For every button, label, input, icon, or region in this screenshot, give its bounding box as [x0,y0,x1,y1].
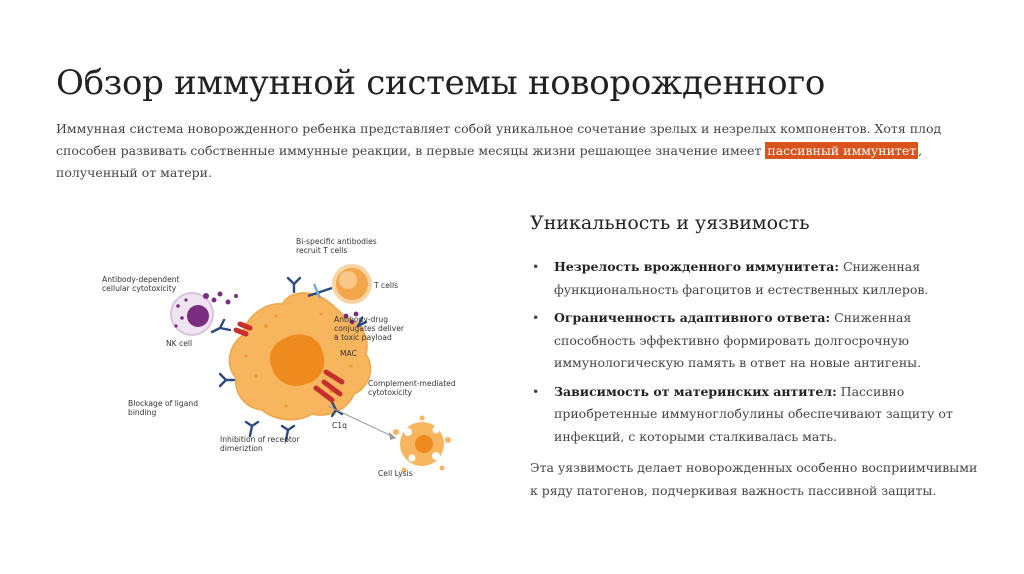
label-adc: Antibody-drug conjugates deliver a toxic payload [334,315,405,342]
label-bispecific: Bi-specific antibodies recruit T cells [296,237,377,255]
bullet-marker: • [532,383,540,399]
label-blockage: Blockage of ligand binding [128,399,199,417]
intro-text-after: , полученный от матери. [56,143,923,180]
highlighted-term: пассивный иммунитет [767,143,917,158]
figure-illustration [96,226,476,496]
list-item-heading: Ограниченность адаптивного ответа: [554,310,831,325]
label-complement: Complement-mediated cytotoxicity [368,379,456,397]
label-nk-cell: NK cell [166,339,193,348]
list-item [530,307,970,375]
list-item-heading: Незрелость врожденного иммунитета: [554,259,839,274]
page-title: Обзор иммунной системы новорожденного [56,62,826,103]
label-inhibition: Inhibition of receptor dimeriztion [220,435,300,453]
immune-mechanisms-figure [96,226,476,496]
list-item [530,381,970,449]
label-cell-lysis: Cell Lysis [378,469,413,478]
list-item-heading: Зависимость от материнских антител: [554,383,837,399]
list-item-text: Сниженная функциональность фагоцитов и естественных киллеров. [554,259,929,297]
intro-text-before: Иммунная система новорожденного ребенка представляет собой уникальное сочетание зрелых и незрелых компонентов. Хотя плод способен развивать собственные иммунные реакции, в первые месяцы жизни решающее значение имеет [56,121,942,158]
intro-paragraph [56,118,976,184]
list-item-text: Пассивно приобретенные иммуноглобулины обеспечивают защиту от инфекций, с которыми сталкивалась мать. [554,383,953,444]
list-item-text: Сниженная способность эффективно формировать долгосрочную иммунологическую память в ответ на новые антигены. [554,310,922,370]
bullet-marker: • [532,259,540,274]
bullet-marker: • [532,310,540,325]
section-title: Уникальность и уязвимость [530,212,810,234]
label-mac: MAC [340,349,357,358]
label-adcc: Antibody-dependent cellular cytotoxicity [102,275,180,293]
vulnerability-list [530,256,970,454]
label-t-cells: T cells [374,281,399,290]
list-item [530,256,970,301]
label-c1q: C1q [332,421,347,430]
closing-paragraph: Эта уязвимость делает новорожденных особенно восприимчивыми к ряду патогенов, подчеркивая важность пассивной защиты. [530,460,978,498]
lysed-cell [393,416,451,473]
